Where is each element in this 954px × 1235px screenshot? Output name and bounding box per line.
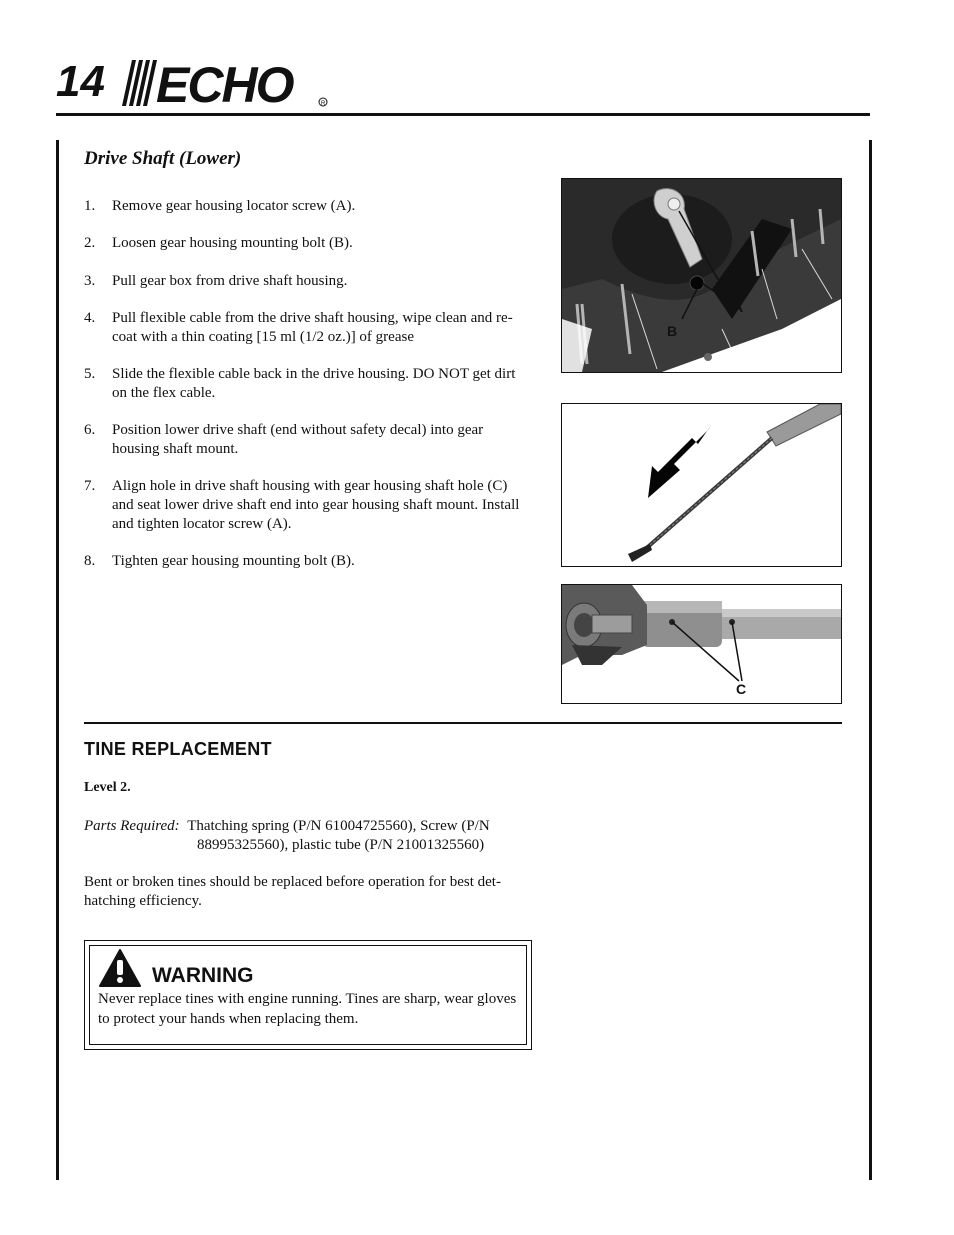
right-margin-rule [869, 140, 872, 1180]
parts-list-1: Thatching spring (P/N 61004725560), Screw (P/N [187, 818, 490, 834]
tine-description: Bent or broken tines should be replaced before operation for best det-hatching efficiency. [84, 874, 501, 909]
shaft-housing-illustration [562, 585, 841, 703]
echo-logo [112, 56, 332, 108]
step-item: 7. Align hole in drive shaft housing with gear housing shaft hole (C) and seat lower drive shaft end into gear housing shaft mount. Install and tighten locator screw (A). [84, 478, 520, 532]
warning-triangle-icon [99, 949, 141, 987]
callout-b: B [667, 323, 678, 339]
parts-required [84, 817, 534, 855]
step-item: 3. Pull gear box from drive shaft housing. [84, 273, 348, 289]
skill-level: Level 2. [84, 780, 131, 795]
step-item: 2. Loosen gear housing mounting bolt (B). [84, 235, 353, 251]
left-margin-rule [56, 140, 59, 1180]
section-divider [84, 722, 842, 724]
parts-list-2: 88995325560), plastic tube (P/N 21001325560) [197, 837, 485, 853]
gear-housing-photo [561, 178, 842, 373]
page-number: 14 [56, 57, 105, 106]
shaft-housing-photo [561, 584, 842, 704]
parts-label: Parts Required: [84, 818, 180, 834]
gear-housing-illustration [562, 179, 841, 372]
header-rule [56, 113, 870, 116]
callout-a: A [733, 299, 744, 315]
flex-cable-photo [561, 403, 842, 567]
parts-line-1 [84, 817, 534, 836]
callout-c: C [736, 681, 747, 697]
warning-title: WARNING [152, 964, 254, 987]
step-item: 1. Remove gear housing locator screw (A). [84, 198, 356, 214]
flex-cable-illustration [562, 404, 841, 566]
warning-text: Never replace tines with engine running. Tines are sharp, wear gloves to protect your hands when replacing them. [98, 991, 517, 1027]
step-item: 5. Slide the flexible cable back in the drive housing. DO NOT get dirt on the flex cable. [84, 366, 516, 401]
section-title-tine-replacement: TINE REPLACEMENT [84, 739, 272, 759]
section-title-drive-shaft: Drive Shaft (Lower) [84, 148, 242, 169]
brand-wordmark: ECHO [156, 57, 293, 108]
step-item: 8. Tighten gear housing mounting bolt (B). [84, 553, 355, 569]
svg-text:R: R [321, 101, 326, 107]
step-item: 6. Position lower drive shaft (end without safety decal) into gear housing shaft mount. [84, 422, 484, 457]
step-item: 4. Pull flexible cable from the drive shaft housing, wipe clean and re-coat with a thin coating [15 ml (1/2 oz.)] of grease [84, 310, 513, 345]
